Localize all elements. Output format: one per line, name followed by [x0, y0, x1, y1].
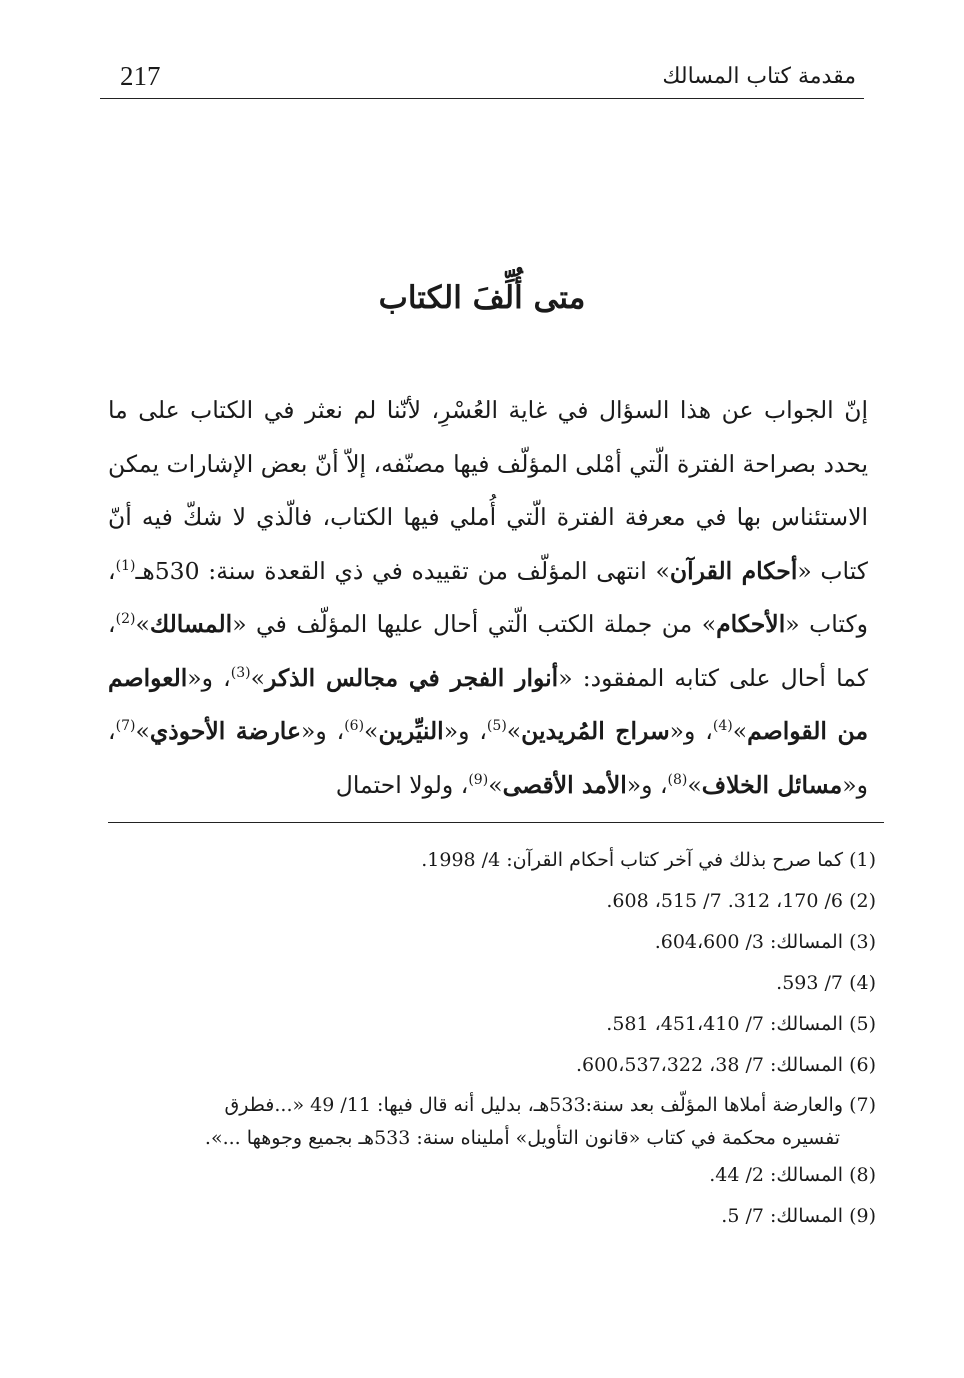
- footnote-divider: [108, 822, 884, 823]
- footnote-ref: (1): [115, 557, 136, 574]
- book-title: العواصم من القواصم: [108, 663, 869, 745]
- chapter-title: متى أُلِّفَ الكتاب: [378, 280, 586, 316]
- footnote-2: (2) 6/ 170، 312. 7/ 515، 608.: [606, 890, 876, 912]
- book-title: المسالك: [149, 610, 233, 638]
- page-number: 217: [120, 61, 161, 91]
- footnote-8: (8) المسالك: 2/ 44.: [709, 1164, 876, 1186]
- book-title: الأحكام: [716, 610, 786, 638]
- book-title: النيِّرين: [378, 717, 444, 745]
- footnote-1: (1) كما صرح بذلك في آخر كتاب أحكام القرآن: 4/ 1998.: [421, 849, 876, 871]
- book-title: الأمد الأقصى: [502, 770, 627, 799]
- footnote-ref: (8): [667, 771, 688, 788]
- footnote-ref: (2): [115, 611, 136, 628]
- footnote-ref: (7): [115, 718, 136, 735]
- book-title: سراج المُريدين: [521, 717, 670, 745]
- footnote-ref: (9): [468, 771, 489, 788]
- footnote-5: (5) المسالك: 7/ 451،410، 581.: [606, 1013, 876, 1035]
- footnote-6: (6) المسالك: 7/ 38، 600،537،322.: [575, 1054, 876, 1076]
- running-title: مقدمة كتاب المسالك: [662, 64, 856, 89]
- footnote-4: (4) 7/ 593.: [776, 972, 876, 994]
- book-title: مسائل الخلاف: [701, 770, 843, 799]
- footnote-ref: (3): [230, 664, 251, 681]
- book-title: أحكام القرآن: [669, 556, 798, 585]
- footnote-ref: (5): [486, 718, 507, 735]
- book-title: عارضة الأحوذي: [149, 717, 301, 745]
- footnote-3: (3) المسالك: 3/ 604،600.: [654, 931, 876, 953]
- footnote-ref: (4): [712, 718, 733, 735]
- footnote-9: (9) المسالك: 7/ 5.: [721, 1205, 876, 1227]
- book-title: أنوار الفجر في مجالس الذكر: [265, 663, 559, 692]
- footnote-ref: (6): [344, 718, 365, 735]
- footnotes: [104, 840, 876, 1237]
- footnote-7: (7) والعارضة أملاها المؤلّف بعد سنة:533هـ، بدليل أنه قال فيها: 11/ 49 «...فطرق تفسيره محكمة في كتاب «قانون التأويل» أمليناه سنة: 533هـ بجميع وجوهها ...».: [204, 1094, 876, 1149]
- body-paragraph: إنّ الجواب عن هذا السؤال في غاية العُسْرِ، لأنّنا لم نعثر في الكتاب على ما يحدد بصراحة الفترة الّتي أمْلى المؤلّف فيها مصنّفه، إلاّ أنّ بعض الإشارات يمكن الاستئناس بها في معرفة الفترة الّتي أُملي فيها الكتاب، فالّذي لا شكّ فيه أنّ كتاب «أحكام القرآن» انتهى المؤلّف من تقييده في ذي القعدة سنة: 530هـ$^{(1)}$، وكتاب «الأحكام» من جملة الكتب الّتي أحال عليها المؤلّف في «المسالك»$^{(2)}$، كما أحال على كتابه المفقود: «أنوار الفجر في مجالس الذكر»$^{(3)}$، و«العواصم من القواصم»$^{(4)}$، و«سراج المُريدين»$^{(5)}$، و«النيِّرين»$^{(6)}$، و«عارضة الأحوذي»$^{(7)}$، و«مسائل الخلاف»$^{(8)}$، و«الأمد الأقصى»$^{(9)}$، ولولا احتمال: [108, 396, 869, 799]
- page-header: [100, 58, 864, 99]
